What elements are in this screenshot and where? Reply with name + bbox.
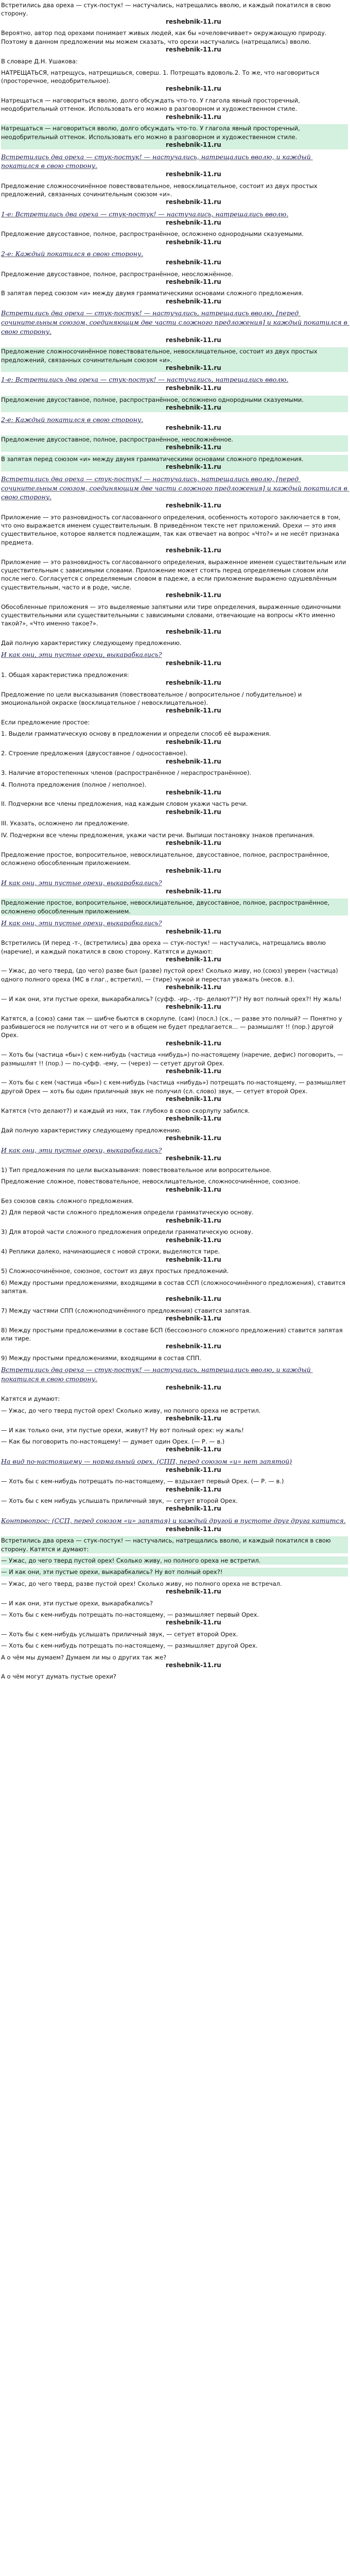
paragraph-text: 8) Между простыми предложениями в составе БСП (бессоюзного сложного предложения) ставится запятая или тире.: [1, 1326, 345, 1343]
highlighted-paragraph: [1, 1568, 348, 1576]
paragraph: [1, 1166, 348, 1174]
paragraph-text: Предложение двусоставное, полное, распространённое, осложнено однородными сказуемыми.: [1, 230, 304, 238]
paragraph: [1, 1247, 348, 1264]
handwritten-sentence: [1, 375, 348, 392]
watermark: reshebnik-11.ru: [166, 1095, 221, 1103]
watermark: reshebnik-11.ru: [166, 679, 221, 687]
paragraph: [1, 690, 348, 715]
watermark: reshebnik-11.ru: [166, 659, 221, 667]
paragraph: [1, 1279, 348, 1303]
handwritten-sentence: [1, 152, 348, 179]
paragraph: [1, 1228, 348, 1244]
paragraph: [1, 1580, 348, 1596]
paragraph-text: 2-е: Каждый покатился в свою сторону.: [1, 250, 144, 258]
watermark: reshebnik-11.ru: [166, 1185, 221, 1193]
paragraph-text: 4) Реплики далеко, начинающиеся с новой строки, выделяются тире.: [1, 1248, 220, 1256]
paragraph: [1, 1497, 348, 1513]
highlighted-paragraph: [1, 347, 348, 372]
paragraph: [1, 1267, 348, 1275]
paragraph-text: III. Указать, осложнено ли предложение.: [1, 820, 130, 827]
watermark: reshebnik-11.ru: [166, 502, 221, 510]
paragraph: [1, 769, 348, 777]
paragraph-text: Приложение — это разновидность согласованного определения, выраженное именем существительным или существительным с зависимыми словами. Приложение может стоять перед определяемым словом или после него. Согласуется с определяемым словом в падеже, а если приложение выражено одушевлённым существительным, часто и в роде, числе.: [1, 558, 348, 591]
paragraph-text: И как они, эти пустые орехи, выкарабкались?: [1, 919, 162, 927]
paragraph-text: Встретились два ореха — стук-постук! — настучались, натрещались вволю, [перед сочинительным союзом, соединяющим две части сложного предложения] и каждый покатился в свою сторону.: [1, 474, 349, 501]
paragraph-text: Вероятно, автор под орехами понимает живых людей, как бы «очеловечивает» окружающую природу. Поэтому в данном предложении мы можем сказать, что орехи настучались (натрещались) вволю.: [1, 29, 329, 45]
paragraph-text: 2. Строение предложения (двусоставное / односоставное).: [1, 750, 188, 757]
watermark: reshebnik-11.ru: [166, 955, 221, 963]
paragraph-text: — Хоть бы (частица «бы») с кем-нибудь (частица «нибудь») по-настоящему (наречие, дефис) поговорить, — размышлят !! (пор.) — по-суфф. -ему, — (через) — сетует другой Орех.: [1, 1051, 345, 1067]
paragraph: [1, 1426, 348, 1434]
paragraph: [1, 671, 348, 687]
paragraph: [1, 1477, 348, 1494]
paragraph: [1, 1078, 348, 1103]
watermark: reshebnik-11.ru: [166, 887, 221, 895]
watermark: reshebnik-11.ru: [166, 404, 221, 412]
paragraph-text: И как они, эти пустые орехи, выкарабкались?: [1, 651, 162, 659]
paragraph-text: 1. Общая характеристика предложения:: [1, 671, 129, 679]
watermark: reshebnik-11.ru: [166, 1588, 221, 1596]
paragraph-text: — Хоть бы с кем нибудь услышать приличный звук, — сетует второй Орех.: [1, 1497, 238, 1505]
paragraph-text: Предложение сложносочинённое повествовательное, невосклицательное, состоит из двух простых предложений, связанных сочинительным союзом «и».: [1, 348, 320, 364]
highlighted-paragraph: [1, 455, 348, 471]
paragraph-text: — Хоть бы с кем-нибудь потрещать по-настоящему, — вздыхает первый Орех. (— Р. — в.): [1, 1478, 284, 1485]
watermark: reshebnik-11.ru: [166, 198, 221, 206]
paragraph: [1, 96, 348, 121]
paragraph: [1, 1630, 348, 1638]
watermark: reshebnik-11.ru: [166, 1039, 221, 1047]
paragraph: [1, 1, 348, 26]
paragraph: [1, 29, 348, 54]
paragraph-text: Обособленные приложения — это выделяемые запятыми или тире определения, выраженные одиночными существительными или существительными с зависимыми словами, отвечающие на вопросы «Кто именно такой?», «Что именно такое?».: [1, 603, 343, 628]
watermark: reshebnik-11.ru: [166, 1466, 221, 1473]
paragraph-text: — Ужас, до чего тверд пустой орех! Сколько живу, но полного ореха не встретил.: [1, 1557, 261, 1565]
watermark: reshebnik-11.ru: [166, 984, 221, 991]
watermark: reshebnik-11.ru: [166, 364, 221, 371]
paragraph: [1, 995, 348, 1011]
handwritten-sentence: [1, 1516, 348, 1533]
paragraph: [1, 718, 348, 726]
watermark: reshebnik-11.ru: [166, 707, 221, 715]
paragraph-text: Предложение простое, вопросительное, невосклицательное, двусоставное, полное, распространённое, осложнено обособленным приложением.: [1, 851, 331, 867]
watermark: reshebnik-11.ru: [166, 424, 221, 432]
paragraph-text: — И как они, эти пустые орехи, выкарабкались? (суфф. -ир-, -тр- делают?")? Ну вот полный орех?! Ну жаль!: [1, 995, 342, 1003]
watermark: reshebnik-11.ru: [166, 171, 221, 178]
paragraph: [1, 781, 348, 797]
watermark: reshebnik-11.ru: [166, 113, 221, 121]
paragraph-text: 2) Для первой части сложного предложения определи грамматическую основу.: [1, 1209, 254, 1216]
watermark: reshebnik-11.ru: [166, 278, 221, 285]
watermark: reshebnik-11.ru: [166, 1134, 221, 1142]
paragraph: [1, 819, 348, 827]
paragraph-text: Приложение — это разновидность согласованного определения, особенность которого заключается в том, что оно выражается именем существительным. В приведённом тексте нет приложений. Орехи — это имя существительное, которое является подлежащим, так как отвечает на вопрос «Что?» и не несёт признака предмета.: [1, 513, 343, 546]
paragraph-text: А о чём могут думать пустые орехи?: [1, 1673, 116, 1681]
watermark: reshebnik-11.ru: [166, 1256, 221, 1263]
paragraph-text: Предложение по цели высказывания (повествовательное / вопросительное / побудительное) и эмоциональной окраске (восклицательное / невосклицательное).: [1, 690, 304, 707]
paragraph: [1, 1672, 348, 1681]
paragraph: [1, 1197, 348, 1205]
paragraph-text: Натрещаться — наговориться вволю, долго обсуждать что-то. У глагола явный просторечный, неодобрительный оттенок. Использовать его можно в разговорном и художественном стиле.: [1, 97, 302, 113]
paragraph-text: В запятая перед союзом «и» между двумя грамматическими основами сложного предложения.: [1, 455, 304, 463]
watermark: reshebnik-11.ru: [166, 1115, 221, 1123]
watermark: reshebnik-11.ru: [166, 1003, 221, 1011]
paragraph-text: Катятся и думают:: [1, 1395, 60, 1403]
paragraph: [1, 603, 348, 636]
paragraph: [1, 1354, 348, 1362]
paragraph-text: — И как они, эти пустые орехи, выкарабкались?: [1, 1599, 153, 1607]
handwritten-sentence: [1, 1365, 348, 1392]
watermark: reshebnik-11.ru: [166, 1383, 221, 1391]
handwritten-sentence: [1, 650, 348, 667]
paragraph-text: 7) Между частями СПП (сложноподчинённого предложения) ставится запятая.: [1, 1307, 251, 1314]
handwritten-sentence: [1, 474, 348, 510]
highlighted-paragraph: [1, 1556, 348, 1565]
watermark: reshebnik-11.ru: [166, 238, 221, 246]
watermark: reshebnik-11.ru: [166, 384, 221, 392]
paragraph-text: — Ужас, до чего тверд, (до чего) разве был (разве) пустой орех! Сколько живу, но (союз) уверен (частица) одного полного ореха (MC в глаг., встретил), — (тире) чужой и перестал уважать (несов. в.).: [1, 967, 340, 983]
paragraph: [1, 1050, 348, 1075]
paragraph-text: НАТРЕЩАТЬСЯ, натрещусь, натрещишься, соверш. 1. Потрещать вдоволь.2. То же, что наговориться (просторечное, неодобрительное).: [1, 69, 321, 85]
paragraph: [1, 1641, 348, 1650]
paragraph: [1, 1395, 348, 1403]
paragraph: [1, 1126, 348, 1143]
watermark: reshebnik-11.ru: [166, 1415, 221, 1422]
paragraph: [1, 1326, 348, 1351]
watermark: reshebnik-11.ru: [166, 788, 221, 796]
paragraph-text: И как они, эти пустые орехи, выкарабкались?: [1, 1146, 162, 1154]
paragraph-text: Натрещаться — наговориться вволю, долго обсуждать что-то. У глагола явный просторечный, неодобрительный оттенок. Использовать его можно в разговорном и художественном стиле.: [1, 125, 302, 141]
handwritten-sentence: [1, 415, 348, 432]
paragraph-text: 1-е: Встретились два ореха — стук-постук! — настучались, натрещались вволю.: [1, 376, 289, 384]
paragraph-text: А о чём мы думаем? Думаем ли мы о других так же?: [1, 1653, 167, 1661]
watermark: reshebnik-11.ru: [166, 738, 221, 745]
watermark: reshebnik-11.ru: [166, 1446, 221, 1453]
watermark: reshebnik-11.ru: [166, 1216, 221, 1224]
paragraph-text: В словаре Д.Н. Ушакова:: [1, 57, 78, 65]
paragraph-text: 3) Для второй части сложного предложения определи грамматическую основу.: [1, 1228, 253, 1236]
paragraph-text: Встретились два ореха — стук-постук! — настучались, натрещались вволю, и каждый покатился в свою сторону.: [1, 2, 333, 18]
watermark: reshebnik-11.ru: [166, 547, 221, 554]
paragraph-text: Без союзов связь сложного предложения.: [1, 1197, 134, 1205]
paragraph: [1, 730, 348, 746]
highlighted-paragraph: [1, 899, 348, 916]
watermark: reshebnik-11.ru: [166, 1236, 221, 1244]
handwritten-sentence: [1, 878, 348, 895]
paragraph: [1, 69, 348, 93]
watermark: reshebnik-11.ru: [166, 867, 221, 875]
paragraph-text: Катятся, а (союз) сами так — шибче бьются в скорлупе. (сам) (посл.) (ск., — разве это полный? — Понятно у разбившегося не получится ни от чего и в общем не будет предлагается… — размышлят !! (пор.) другой Орех.: [1, 1014, 344, 1039]
watermark: reshebnik-11.ru: [166, 218, 221, 226]
watermark: reshebnik-11.ru: [166, 85, 221, 93]
paragraph: [1, 289, 348, 306]
paragraph-text: — Ужас, до чего тверд пустой орех! Сколько живу, но полного ореха не встретил.: [1, 1406, 261, 1414]
paragraph-text: Катятся (что делают?) и каждый из них, так глубоко в свою скорлупу забился.: [1, 1107, 250, 1114]
paragraph-text: Встретились два ореха — стук-постук! — настучались, натрещались вволю, и каждый покатился в свою сторону. Катятся и думают:: [1, 1537, 333, 1553]
paragraph-text: И как они, эти пустые орехи, выкарабкались?: [1, 878, 162, 887]
paragraph-text: — Хоть бы с кем-нибудь потрещать по-настоящему, — размышляет первый Орех.: [1, 1611, 259, 1618]
highlighted-paragraph: [1, 396, 348, 412]
handwritten-sentence: [1, 1146, 348, 1163]
paragraph: [1, 1208, 348, 1225]
paragraph-text: Предложение сложносочинённое повествовательное, невосклицательное, состоит из двух простых предложений, связанных сочинительным союзом «и».: [1, 182, 320, 198]
paragraph-text: 9) Между простыми предложениями, входящими в состав СПП.: [1, 1354, 201, 1362]
handwritten-sentence: [1, 309, 348, 344]
paragraph-text: — И как они, эти пустые орехи, выкарабкались? Ну вот полный орех?!: [1, 1568, 223, 1576]
paragraph-text: На вид по-настоящему — нормальный орех. (СПП, перед союзом «и» нет запятой): [1, 1457, 292, 1465]
handwritten-sentence: [1, 249, 348, 266]
watermark: reshebnik-11.ru: [166, 1661, 221, 1669]
watermark: reshebnik-11.ru: [166, 1155, 221, 1162]
paragraph: [1, 1611, 348, 1627]
paragraph: [1, 1653, 348, 1670]
watermark: reshebnik-11.ru: [166, 463, 221, 471]
paragraph-text: 3. Наличие второстепенных членов (распространённое / нераспространённое).: [1, 769, 252, 777]
paragraph-text: 4. Полнота предложения (полное / неполное).: [1, 781, 147, 788]
watermark: reshebnik-11.ru: [166, 591, 221, 599]
watermark: reshebnik-11.ru: [166, 1067, 221, 1075]
highlighted-paragraph: [1, 124, 348, 149]
paragraph: [1, 1014, 348, 1048]
paragraph: [1, 1599, 348, 1607]
paragraph-text: IV. Подчеркни все члены предложения, укажи части речи. Выпиши постановку знаков препинания.: [1, 831, 315, 839]
watermark: reshebnik-11.ru: [166, 628, 221, 635]
paragraph-text: Встретились два ореха — стук-постук! — настучались, натрещались вволю, и каждый покатился в свою сторону.: [1, 1366, 313, 1383]
paragraph: [1, 1406, 348, 1423]
paragraph: [1, 639, 348, 647]
watermark: reshebnik-11.ru: [166, 1619, 221, 1626]
paragraph-text: Встретились два ореха — стук-постук! — настучались, натрещались вволю, [перед сочинительным союзом, соединяющим две части сложного предложения] и каждый покатился в свою сторону.: [1, 309, 349, 335]
paragraph: [1, 1177, 348, 1194]
paragraph-text: 2-е: Каждый покатился в свою сторону.: [1, 415, 144, 423]
watermark: reshebnik-11.ru: [166, 18, 221, 25]
paragraph-text: Контрвопрос: (ССП, перед союзом «и» запятая) и каждый другой в пустоте друг друга катится.: [1, 1517, 346, 1525]
paragraph-text: Если предложение простое:: [1, 719, 90, 726]
paragraph-text: 5) Сложносочинённое, союзное, состоит из двух простых предложений.: [1, 1267, 229, 1275]
paragraph-text: — Ужас, до чего тверд, разве пустой орех! Сколько живу, но полного ореха не встречал.: [1, 1580, 282, 1587]
paragraph-text: Дай полную характеристику следующему предложению.: [1, 1126, 182, 1134]
paragraph-text: — Как бы поговорить по-настоящему! — думает один Орех. (— Р. — в.): [1, 1437, 225, 1445]
handwritten-sentence: [1, 919, 348, 936]
paragraph-text: — Хоть бы с кем (частица «бы») с кем-нибудь (частица «нибудь») потрещать по-настоящему, — размышляет другой Орех — хоть бы один приличный звук не получил (сл. слово) звук, — сетует второй Орех.: [1, 1079, 348, 1095]
paragraph: [1, 939, 348, 963]
watermark: reshebnik-11.ru: [166, 808, 221, 816]
paragraph: [1, 1107, 348, 1123]
paragraph-text: II. Подчеркни все члены предложения, над каждым словом укажи часть речи.: [1, 800, 248, 808]
paragraph-text: 1) Тип предложения по цели высказывания: повествовательное или вопросительное.: [1, 1166, 272, 1174]
highlighted-paragraph: [1, 435, 348, 452]
paragraph-text: — Хоть бы с кем-нибудь потрещать по-настоящему, — размышляет другой Орех.: [1, 1642, 258, 1650]
paragraph-text: Предложение двусоставное, полное, распространённое, неосложнённое.: [1, 436, 234, 444]
watermark: reshebnik-11.ru: [166, 444, 221, 451]
paragraph: [1, 270, 348, 286]
watermark: reshebnik-11.ru: [166, 45, 221, 53]
paragraph: [1, 1307, 348, 1323]
watermark: reshebnik-11.ru: [166, 757, 221, 765]
paragraph: [1, 57, 348, 65]
watermark: reshebnik-11.ru: [166, 1343, 221, 1350]
paragraph-text: Предложение сложное, повествовательное, невосклицательное, сложносочинённое, союзное.: [1, 1178, 301, 1185]
handwritten-sentence: [1, 210, 348, 227]
paragraph: [1, 558, 348, 600]
watermark: reshebnik-11.ru: [166, 1485, 221, 1493]
watermark: reshebnik-11.ru: [166, 1315, 221, 1323]
paragraph: [1, 182, 348, 207]
paragraph-text: Дай полную характеристику следующему предложению.: [1, 639, 182, 647]
paragraph: [1, 1437, 348, 1454]
watermark: reshebnik-11.ru: [166, 839, 221, 846]
paragraph: [1, 513, 348, 555]
paragraph-text: 6) Между простыми предложениями, входящими в состав ССП (сложносочинённого предложения), ставится запятая.: [1, 1279, 347, 1295]
watermark: reshebnik-11.ru: [166, 258, 221, 266]
paragraph: [1, 831, 348, 848]
watermark: reshebnik-11.ru: [166, 297, 221, 305]
paragraph-text: Предложение двусоставное, полное, распространённое, неосложнённое.: [1, 270, 234, 278]
highlighted-paragraph: [1, 1536, 348, 1553]
paragraph-text: Предложение двусоставное, полное, распространённое, осложнено однородными сказуемыми.: [1, 396, 304, 403]
paragraph: [1, 800, 348, 816]
watermark: reshebnik-11.ru: [166, 336, 221, 344]
paragraph: [1, 749, 348, 766]
watermark: reshebnik-11.ru: [166, 141, 221, 148]
paragraph-text: Встретились два ореха — стук-постук! — настучались, натрещались вволю, и каждый покатился в свою сторону.: [1, 152, 313, 170]
paragraph-text: В запятая перед союзом «и» между двумя грамматическими основами сложного предложения.: [1, 290, 304, 297]
paragraph: [1, 230, 348, 246]
watermark: reshebnik-11.ru: [166, 1295, 221, 1303]
paragraph-text: 1-е: Встретились два ореха — стук-постук! — настучались, натрещались вволю.: [1, 210, 289, 218]
paragraph-text: — Хоть бы с кем-нибудь услышать приличный звук, — сетует второй Орех.: [1, 1630, 238, 1638]
paragraph: [1, 851, 348, 875]
paragraph-text: — И как только они, эти пустые орехи, живут? Ну вот полный орех: ну жаль!: [1, 1426, 244, 1434]
paragraph-text: Встретились (И перед -т-, (встретились) два ореха — стук-постук! — настучались, натрещались вволю (наречие), и каждый покатился в свою сторону. Катятся и думают:: [1, 939, 328, 955]
paragraph: [1, 967, 348, 991]
paragraph-text: Предложение простое, вопросительное, невосклицательное, двусоставное, полное, распространённое, осложнено обособленным приложением.: [1, 899, 331, 915]
paragraph-text: 1. Выдели грамматическую основу в предложении и определи способ её выражения.: [1, 730, 271, 738]
watermark: reshebnik-11.ru: [166, 927, 221, 935]
watermark: reshebnik-11.ru: [166, 1525, 221, 1533]
watermark: reshebnik-11.ru: [166, 1505, 221, 1513]
handwritten-sentence: [1, 1457, 348, 1474]
